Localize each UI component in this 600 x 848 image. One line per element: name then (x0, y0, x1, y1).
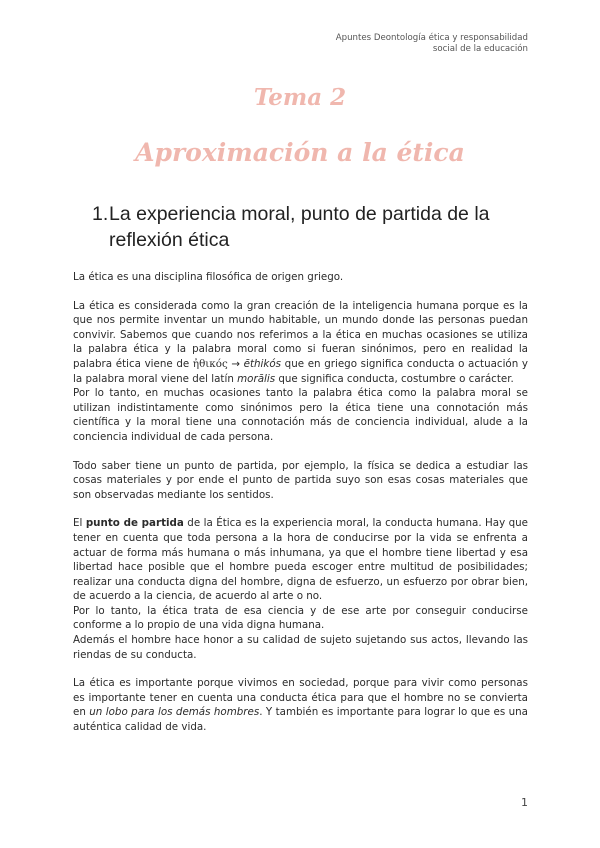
paragraph-1: La ética es una disciplina filosófica de origen griego. (73, 271, 344, 283)
greek-word: ἠθικός (192, 357, 228, 370)
section-title-line-2: reflexión ética (109, 229, 230, 251)
latin-word: morālis (237, 372, 276, 385)
paragraph-2 (73, 299, 528, 387)
paragraph-7: Además el hombre hace honor a su calidad de sujeto sujetando sus actos, llevando las riendas de su conducta. (73, 634, 528, 661)
paragraph-2-text-b: que en griego significa conducta o actuación y la palabra moral viene del latín (73, 357, 528, 385)
topic-title: Tema 2 (253, 84, 347, 111)
page-number: 1 (521, 796, 528, 809)
paragraph-4: Todo saber tiene un punto de partida, por ejemplo, la física se dedica a estudiar las cosas materiales y por ende el punto de partida suyo son esas cosas materiales que son observadas mediante los sentidos. (73, 459, 528, 501)
document-header (268, 33, 528, 55)
section-heading (92, 201, 532, 253)
body-text (73, 270, 528, 735)
paragraph-8-text-b: . Y también es importante para lograr lo que es una auténtica calidad de vida. (73, 706, 528, 734)
header-line-2: social de la educación (432, 44, 528, 54)
paragraph-2-text-c: que significa conducta, costumbre o carácter. (275, 372, 514, 385)
paragraph-6: Por lo tanto, la ética trata de esa ciencia y de ese arte por conseguir conducirse conforme a lo propio de una vida digna humana. (73, 604, 528, 632)
topic-subtitle: Aproximación a la ética (135, 138, 465, 167)
bold-term: punto de partida (85, 517, 184, 530)
section-number: 1. (92, 203, 109, 225)
paragraph-5-text-a: El (73, 517, 86, 530)
paragraph-3: Por lo tanto, en muchas ocasiones tanto la palabra ética como la palabra moral se utilizan indistintamente como sinónimos pero la ética tiene una connotación más científica y la moral tiene una connotación más de conciencia individual, alude a la conciencia individual de cada persona. (73, 387, 528, 443)
transliteration: ēthikós (243, 357, 282, 370)
italic-phrase: un lobo para los demás hombres (89, 706, 260, 719)
section-title-line-1: La experiencia moral, punto de partida de la (109, 203, 490, 225)
paragraph-8 (73, 676, 528, 734)
arrow-symbol: → (227, 357, 244, 370)
paragraph-2-text-a: La ética es considerada como la gran creación de la inteligencia humana porque es la que nos permite inventar un mundo habitable, un mundo donde las personas puedan convivir. Sabemos que cuando nos referimos a la ética en muchas ocasiones se utiliza la palabra ética y la palabra moral como si fueran sinónimos, pero en realidad la palabra ética viene de (73, 299, 528, 370)
paragraph-8-text-a: La ética es importante porque vivimos en sociedad, porque para vivir como personas es importante tener en cuenta una conducta ética para que el hombre no se convierta en (73, 677, 528, 719)
paragraph-5 (73, 516, 528, 604)
header-line-1: Apuntes Deontología ética y responsabilidad (335, 33, 528, 43)
paragraph-5-text-b: de la Ética es la experiencia moral, la conducta humana. Hay que tener en cuenta que toda persona a la hora de conducirse por la vida se enfrenta a actuar de forma más humana o más inhumana, ya que el hombre tiene libertad y esa libertad hace posible que el hombre pueda escoger entre multitud de posibilidades; realizar una conducta digna del hombre, digna de esfuerzo, un esfuerzo por obrar bien, de acuerdo a la ciencia, de acuerdo al arte o no. (73, 517, 528, 603)
